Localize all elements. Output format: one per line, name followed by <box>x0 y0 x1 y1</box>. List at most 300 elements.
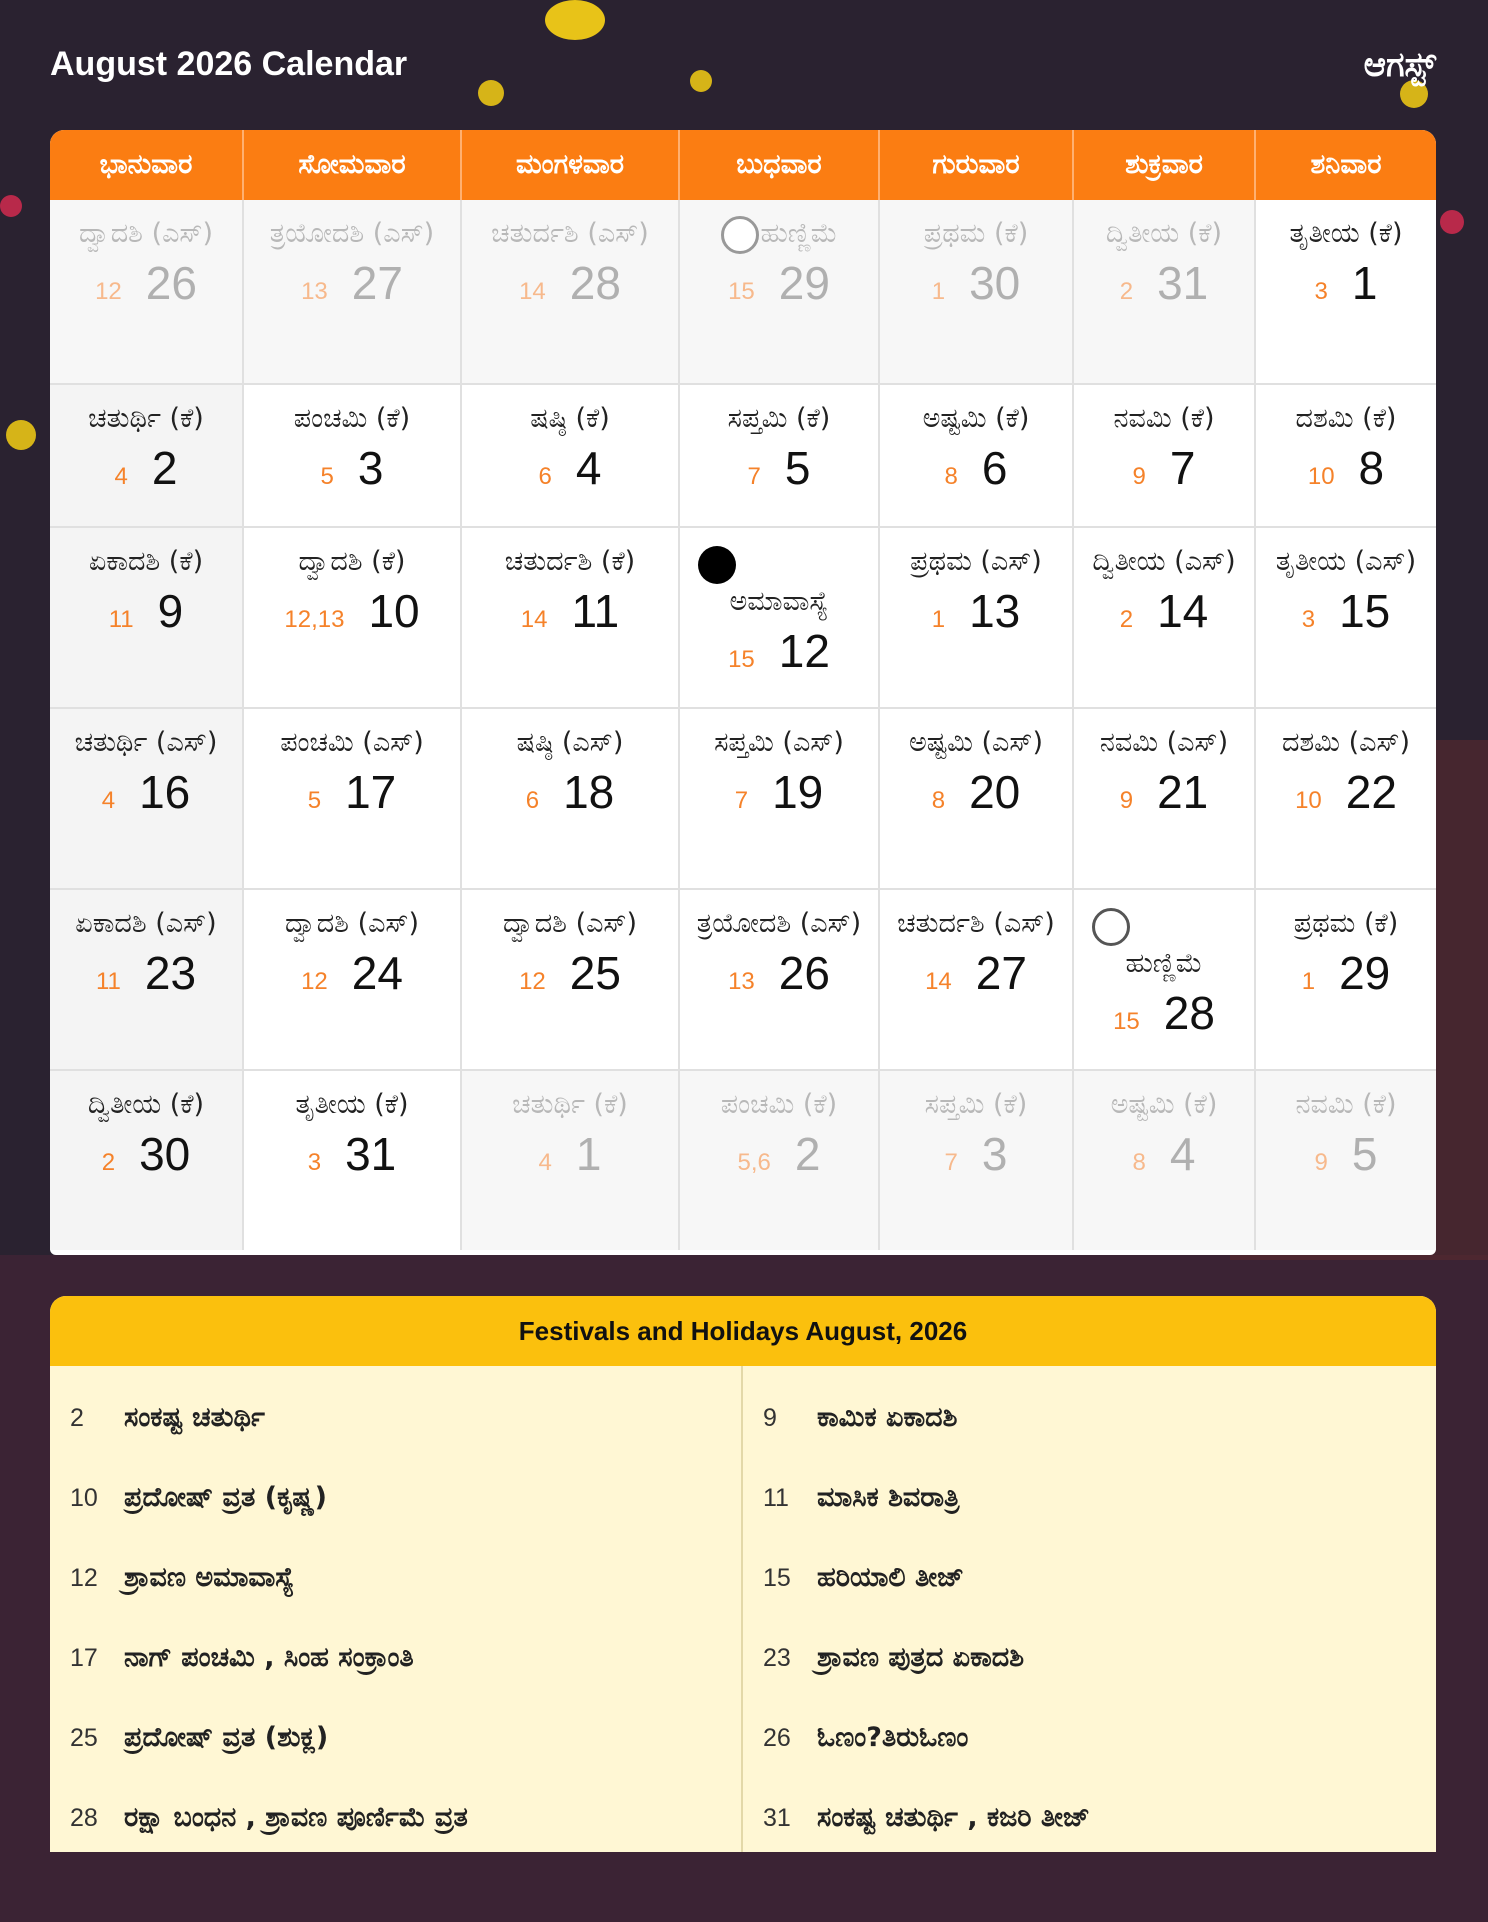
tithi-label <box>680 200 878 254</box>
date-line <box>880 256 1072 310</box>
date-line <box>1074 256 1254 310</box>
day-cell[interactable] <box>244 385 462 526</box>
lunar-day-number: 3 <box>307 1149 322 1176</box>
date-line <box>680 624 878 678</box>
festival-day: 9 <box>763 1403 777 1432</box>
date-line <box>1074 986 1254 1040</box>
date-line <box>1256 584 1436 638</box>
month-name-kannada: ಆಗಸ್ಟ್ <box>1363 45 1436 85</box>
lunar-day-number: 15 <box>1113 1008 1140 1035</box>
lunar-day-number: 13 <box>301 278 328 305</box>
festival-day: 25 <box>70 1723 98 1752</box>
tithi-text: ಷಷ್ಠಿ (ಕೆ) <box>530 403 610 434</box>
tithi-label <box>50 385 242 439</box>
lunar-day-number: 5 <box>320 463 334 490</box>
day-cell[interactable] <box>244 200 462 383</box>
tithi-text: ಪಂಚಮಿ (ಕೆ) <box>293 403 411 434</box>
day-cell[interactable] <box>1256 528 1436 707</box>
date-line <box>50 256 242 310</box>
tithi-text: ತೃತೀಯ (ಕೆ) <box>1289 218 1403 249</box>
tithi-label <box>1256 1071 1436 1125</box>
weekday-header: ಬುಧವಾರ <box>680 130 880 200</box>
date-line <box>50 765 242 819</box>
date-line <box>244 441 460 495</box>
day-cell[interactable] <box>1074 385 1256 526</box>
tithi-label <box>462 200 678 254</box>
festival-name: ನಾಗ್ ಪಂಚಮಿ , ಸಿಂಹ ಸಂಕ್ರಾಂತಿ <box>124 1642 414 1673</box>
festival-day: 12 <box>70 1563 98 1592</box>
day-cell[interactable] <box>1256 385 1436 526</box>
calendar-week-row <box>50 1069 1436 1250</box>
tithi-text: ದ್ವಿತೀಯ (ಕೆ) <box>87 1089 205 1120</box>
tithi-text: ಪ್ರಥಮ (ಕೆ) <box>923 218 1029 249</box>
festival-day: 2 <box>70 1403 84 1432</box>
tithi-label <box>880 200 1072 254</box>
lunar-day-number: 4 <box>101 787 116 814</box>
tithi-text: ದ್ವಿತೀಯ (ಎಸ್) <box>1092 546 1236 577</box>
lunar-day-number: 1 <box>1301 968 1316 995</box>
tithi-label <box>50 890 242 944</box>
date-line <box>1074 584 1254 638</box>
date-number: 14 <box>1157 585 1209 637</box>
festival-day: 10 <box>70 1483 98 1512</box>
day-cell[interactable] <box>880 385 1074 526</box>
day-cell[interactable] <box>680 890 880 1069</box>
festival-name: ಹರಿಯಾಲಿ ತೀಜ್ <box>817 1562 964 1593</box>
tithi-text: ತೃತೀಯ (ಎಸ್) <box>1275 546 1417 577</box>
tithi-text: ಏಕಾದಶಿ (ಕೆ) <box>88 546 204 577</box>
tithi-text: ತ್ರಯೋದಶಿ (ಎಸ್) <box>696 908 862 939</box>
festivals-right-column <box>743 1366 1436 1852</box>
lunar-day-number: 15 <box>728 278 755 305</box>
tithi-text: ನವಮಿ (ಎಸ್) <box>1099 727 1229 758</box>
tithi-label <box>244 385 460 439</box>
tithi-label <box>462 890 678 944</box>
lunar-day-number: 4 <box>114 463 128 490</box>
tithi-text: ದ್ವಾದಶಿ (ಎಸ್) <box>78 218 214 249</box>
tithi-text: ದ್ವಾದಶಿ (ಕೆ) <box>298 546 406 577</box>
date-line <box>244 765 460 819</box>
festival-day: 17 <box>70 1643 98 1672</box>
tithi-label <box>462 528 678 582</box>
tithi-label <box>244 709 460 763</box>
festival-name: ಪ್ರದೋಷ್ ವ್ರತ (ಕೃಷ್ಣ) <box>124 1482 327 1513</box>
date-number: 26 <box>145 257 197 309</box>
date-number: 25 <box>569 947 621 999</box>
lunar-day-number: 3 <box>1314 278 1328 305</box>
date-number: 5 <box>1351 1128 1378 1180</box>
festival-item <box>50 1778 741 1852</box>
day-cell[interactable] <box>880 709 1074 888</box>
date-line <box>462 765 678 819</box>
date-line <box>880 946 1072 1000</box>
calendar-week-row <box>50 707 1436 888</box>
date-number: 2 <box>794 1128 821 1180</box>
calendar-week-row <box>50 888 1436 1069</box>
date-line <box>50 1127 242 1181</box>
day-cell[interactable] <box>462 385 680 526</box>
tithi-text: ಸಪ್ತಮಿ (ಎಸ್) <box>714 727 844 758</box>
day-cell[interactable] <box>880 890 1074 1069</box>
tithi-label <box>1256 385 1436 439</box>
date-line <box>462 946 678 1000</box>
festivals-panel <box>50 1296 1436 1852</box>
weekday-header: ಶುಕ್ರವಾರ <box>1074 130 1256 200</box>
weekday-header: ಶನಿವಾರ <box>1310 149 1382 180</box>
date-line <box>1074 441 1254 495</box>
date-number: 29 <box>1339 947 1391 999</box>
tithi-text: ಪ್ರಥಮ (ಎಸ್) <box>910 546 1042 577</box>
date-line <box>680 765 878 819</box>
lunar-day-number: 14 <box>520 606 548 633</box>
calendar-weeks <box>50 200 1436 1250</box>
date-line <box>680 946 878 1000</box>
date-number: 9 <box>157 585 184 637</box>
date-number: 12 <box>778 625 830 677</box>
date-number: 17 <box>345 766 397 818</box>
date-line <box>462 584 678 638</box>
date-line <box>880 1127 1072 1181</box>
tithi-text: ನವಮಿ (ಕೆ) <box>1113 403 1215 434</box>
calendar-week-row <box>50 200 1436 383</box>
day-cell[interactable] <box>680 528 880 707</box>
lunar-day-number: 1 <box>931 278 946 305</box>
date-number: 29 <box>778 257 830 309</box>
date-number: 10 <box>368 585 420 637</box>
day-cell[interactable] <box>1256 709 1436 888</box>
lunar-day-number: 14 <box>519 278 546 305</box>
tithi-text: ದಶಮಿ (ಎಸ್) <box>1281 727 1411 758</box>
weekday-header: ಮಂಗಳವಾರ <box>462 130 680 200</box>
tithi-text: ತ್ರಯೋದಶಿ (ಎಸ್) <box>269 218 435 249</box>
date-line <box>462 256 678 310</box>
tithi-text: ದ್ವಾದಶಿ (ಎಸ್) <box>502 908 638 939</box>
date-line <box>680 1127 878 1181</box>
tithi-text: ಚತುರ್ಥಿ (ಎಸ್) <box>74 727 218 758</box>
date-line <box>462 1127 678 1181</box>
tithi-label <box>1256 528 1436 582</box>
date-number: 19 <box>772 766 824 818</box>
festival-name: ಮಾಸಿಕ ಶಿವರಾತ್ರಿ <box>817 1482 960 1513</box>
date-line <box>1074 1127 1254 1181</box>
tithi-text: ಹುಣ್ಣಿಮೆ <box>1125 948 1203 979</box>
date-line <box>462 441 678 495</box>
festival-name: ಕಾಮಿಕ ಏಕಾದಶಿ <box>817 1402 958 1433</box>
day-cell[interactable] <box>880 528 1074 707</box>
lunar-day-number: 3 <box>1301 606 1316 633</box>
tithi-label <box>880 1071 1072 1125</box>
tithi-label <box>680 1071 878 1125</box>
festival-item <box>50 1538 741 1618</box>
festival-day: 31 <box>763 1803 791 1832</box>
tithi-label <box>1256 200 1436 254</box>
date-line <box>880 765 1072 819</box>
day-cell[interactable] <box>1256 890 1436 1069</box>
weekday-header-row <box>50 130 1436 200</box>
tithi-label <box>50 528 242 582</box>
festival-day: 26 <box>763 1723 791 1752</box>
tithi-label <box>1074 200 1254 254</box>
date-number: 22 <box>1345 766 1397 818</box>
day-cell[interactable] <box>462 1071 680 1250</box>
festival-day: 11 <box>763 1483 789 1512</box>
festival-item <box>50 1698 741 1778</box>
day-cell[interactable] <box>462 200 680 383</box>
tithi-label <box>462 1071 678 1125</box>
day-cell[interactable] <box>462 709 680 888</box>
tithi-text: ಅಷ್ಟಮಿ (ಕೆ) <box>1110 1089 1218 1120</box>
tithi-label <box>880 709 1072 763</box>
tithi-text: ಚತುರ್ದಶಿ (ಕೆ) <box>504 546 636 577</box>
day-cell[interactable] <box>244 1071 462 1250</box>
day-cell[interactable] <box>462 890 680 1069</box>
calendar-week-row <box>50 383 1436 526</box>
day-cell[interactable] <box>244 890 462 1069</box>
festival-name: ಪ್ರದೋಷ್ ವ್ರತ (ಶುಕ್ಲ) <box>124 1722 329 1753</box>
day-cell[interactable] <box>50 385 244 526</box>
date-line <box>244 1127 460 1181</box>
date-number: 1 <box>575 1128 602 1180</box>
date-line <box>50 584 242 638</box>
date-number: 27 <box>975 947 1027 999</box>
date-number: 30 <box>969 257 1021 309</box>
date-line <box>1256 1127 1436 1181</box>
festival-item <box>743 1778 1436 1852</box>
tithi-label <box>880 385 1072 439</box>
lunar-day-number: 9 <box>1132 463 1146 490</box>
lunar-day-number: 2 <box>1119 606 1134 633</box>
festival-item <box>743 1458 1436 1538</box>
lunar-day-number: 11 <box>95 968 121 995</box>
tithi-text: ಹುಣ್ಣಿಮೆ <box>760 218 838 249</box>
day-cell[interactable] <box>50 709 244 888</box>
day-cell[interactable] <box>1074 528 1256 707</box>
festival-item <box>50 1618 741 1698</box>
date-number: 13 <box>969 585 1021 637</box>
day-cell[interactable] <box>1074 890 1256 1069</box>
tithi-label <box>1074 385 1254 439</box>
date-number: 2 <box>151 442 178 494</box>
tithi-label <box>1074 709 1254 763</box>
festival-name: ಸಂಕಷ್ಟ ಚತುರ್ಥಿ <box>124 1402 265 1433</box>
festival-day: 28 <box>70 1803 98 1832</box>
lunar-day-number: 6 <box>525 787 540 814</box>
page-title: August 2026 Calendar <box>50 45 408 83</box>
date-number: 6 <box>981 442 1008 494</box>
lunar-day-number: 10 <box>1295 787 1322 814</box>
tithi-text: ಚತುರ್ಥಿ (ಕೆ) <box>88 403 204 434</box>
lunar-day-number: 7 <box>747 463 761 490</box>
date-number: 5 <box>784 442 811 494</box>
festival-name: ಓಣಂ?ತಿರುಓಣಂ <box>817 1722 969 1753</box>
date-number: 28 <box>569 257 621 309</box>
full-moon-icon <box>721 216 759 254</box>
lunar-day-number: 8 <box>931 787 946 814</box>
lunar-day-number: 12 <box>95 278 122 305</box>
lunar-day-number: 10 <box>1307 463 1335 490</box>
day-cell[interactable] <box>1256 200 1436 383</box>
tithi-label <box>680 385 878 439</box>
day-cell[interactable] <box>50 1071 244 1250</box>
day-cell[interactable] <box>880 200 1074 383</box>
date-number: 30 <box>139 1128 191 1180</box>
weekday-header: ಗುರುವಾರ <box>880 130 1074 200</box>
tithi-text: ಪ್ರಥಮ (ಕೆ) <box>1293 908 1399 939</box>
day-cell[interactable] <box>880 1071 1074 1250</box>
date-number: 18 <box>563 766 615 818</box>
tithi-text: ಪಂಚಮಿ (ಎಸ್) <box>280 727 424 758</box>
day-cell[interactable] <box>1074 709 1256 888</box>
lunar-day-number: 11 <box>108 606 134 633</box>
tithi-label <box>680 709 878 763</box>
tithi-label <box>50 200 242 254</box>
date-line <box>680 441 878 495</box>
lunar-day-number: 9 <box>1314 1149 1328 1176</box>
date-line <box>680 256 878 310</box>
date-number: 24 <box>351 947 403 999</box>
date-number: 11 <box>571 585 620 637</box>
tithi-label <box>244 200 460 254</box>
date-number: 26 <box>778 947 830 999</box>
tithi-text: ಅಷ್ಟಮಿ (ಕೆ) <box>922 403 1030 434</box>
tithi-label <box>880 890 1072 944</box>
lunar-day-number: 8 <box>1132 1149 1146 1176</box>
calendar-grid <box>50 130 1436 1255</box>
lunar-day-number: 8 <box>944 463 958 490</box>
tithi-text: ದ್ವಿತೀಯ (ಕೆ) <box>1105 218 1223 249</box>
lunar-day-number: 2 <box>101 1149 116 1176</box>
tithi-text: ಅಷ್ಟಮಿ (ಎಸ್) <box>909 727 1043 758</box>
day-cell[interactable] <box>50 528 244 707</box>
tithi-label <box>1256 709 1436 763</box>
date-line <box>244 946 460 1000</box>
lunar-day-number: 5,6 <box>737 1149 771 1176</box>
tithi-label <box>1074 1071 1254 1125</box>
tithi-text: ತೃತೀಯ (ಕೆ) <box>295 1089 409 1120</box>
date-line <box>880 584 1072 638</box>
new-moon-icon <box>698 546 736 584</box>
weekday-header: ಭಾನುವಾರ <box>50 130 244 200</box>
tithi-text: ಪಂಚಮಿ (ಕೆ) <box>720 1089 838 1120</box>
tithi-label <box>50 709 242 763</box>
tithi-label <box>880 528 1072 582</box>
date-number: 3 <box>357 442 384 494</box>
festival-name: ಶ್ರಾವಣ ಅಮಾವಾಸ್ಯೆ <box>124 1562 295 1593</box>
calendar-week-row <box>50 526 1436 707</box>
tithi-text: ಷಷ್ಠಿ (ಎಸ್) <box>516 727 624 758</box>
lunar-day-number: 5 <box>307 787 322 814</box>
date-number: 20 <box>969 766 1021 818</box>
tithi-text: ಚತುರ್ದಶಿ (ಎಸ್) <box>491 218 649 249</box>
tithi-label <box>1256 890 1436 944</box>
weekday-header: ಸೋಮವಾರ <box>244 130 462 200</box>
day-cell[interactable] <box>1074 200 1256 383</box>
lunar-day-number: 12 <box>519 968 546 995</box>
date-number: 16 <box>139 766 191 818</box>
date-line <box>50 946 242 1000</box>
lunar-day-number: 7 <box>944 1149 958 1176</box>
date-number: 27 <box>351 257 403 309</box>
lunar-day-number: 13 <box>728 968 755 995</box>
lunar-day-number: 2 <box>1119 278 1134 305</box>
festival-name: ರಕ್ಷಾ ಬಂಧನ , ಶ್ರಾವಣ ಪೂರ್ಣಿಮೆ ವ್ರತ <box>124 1802 468 1833</box>
festival-day: 15 <box>763 1563 791 1592</box>
date-number: 8 <box>1358 442 1385 494</box>
tithi-label <box>680 890 878 944</box>
tithi-label <box>244 1071 460 1125</box>
tithi-text: ದ್ವಾದಶಿ (ಎಸ್) <box>284 908 420 939</box>
day-cell[interactable] <box>244 709 462 888</box>
day-cell[interactable] <box>680 385 880 526</box>
date-line <box>244 256 460 310</box>
date-line <box>244 584 460 638</box>
tithi-text: ಚತುರ್ದಶಿ (ಎಸ್) <box>897 908 1055 939</box>
day-cell[interactable] <box>680 709 880 888</box>
tithi-text: ಅಮಾವಾಸ್ಯೆ <box>729 586 829 617</box>
date-number: 4 <box>1169 1128 1196 1180</box>
date-line <box>50 441 242 495</box>
festival-item <box>743 1698 1436 1778</box>
lunar-day-number: 14 <box>925 968 952 995</box>
day-cell[interactable] <box>50 890 244 1069</box>
lunar-day-number: 4 <box>538 1149 552 1176</box>
date-line <box>1256 946 1436 1000</box>
lunar-day-number: 12 <box>301 968 328 995</box>
day-cell[interactable] <box>680 1071 880 1250</box>
date-number: 1 <box>1351 257 1378 309</box>
lunar-day-number: 1 <box>931 606 946 633</box>
date-number: 15 <box>1339 585 1391 637</box>
lunar-day-number: 7 <box>734 787 749 814</box>
tithi-label <box>50 1071 242 1125</box>
day-cell[interactable] <box>680 200 880 383</box>
tithi-label <box>244 528 460 582</box>
day-cell[interactable] <box>244 528 462 707</box>
date-line <box>1256 441 1436 495</box>
date-line <box>880 441 1072 495</box>
full-moon-icon <box>1092 908 1130 946</box>
lunar-day-number: 6 <box>538 463 552 490</box>
tithi-text: ಚತುರ್ಥಿ (ಕೆ) <box>512 1089 628 1120</box>
day-cell[interactable] <box>50 200 244 383</box>
festival-name: ಶ್ರಾವಣ ಪುತ್ರದ ಏಕಾದಶಿ <box>817 1642 1024 1673</box>
tithi-text: ಸಪ್ತಮಿ (ಕೆ) <box>924 1089 1028 1120</box>
date-number: 31 <box>345 1128 397 1180</box>
tithi-label <box>462 385 678 439</box>
page-header <box>50 45 1436 95</box>
date-number: 3 <box>981 1128 1008 1180</box>
festival-item <box>743 1538 1436 1618</box>
day-cell[interactable] <box>462 528 680 707</box>
date-number: 4 <box>575 442 602 494</box>
date-line <box>1256 256 1436 310</box>
tithi-text: ಸಪ್ತಮಿ (ಕೆ) <box>727 403 831 434</box>
festivals-body <box>50 1366 1436 1852</box>
tithi-text: ನವಮಿ (ಕೆ) <box>1295 1089 1397 1120</box>
festival-item <box>50 1458 741 1538</box>
tithi-text: ಏಕಾದಶಿ (ಎಸ್) <box>75 908 217 939</box>
festival-item <box>743 1618 1436 1698</box>
lunar-day-number: 9 <box>1119 787 1134 814</box>
festivals-heading: Festivals and Holidays August, 2026 <box>50 1296 1436 1366</box>
date-line <box>1074 765 1254 819</box>
date-number: 23 <box>144 947 197 999</box>
tithi-text: ದಶಮಿ (ಕೆ) <box>1295 403 1397 434</box>
day-cell[interactable] <box>1074 1071 1256 1250</box>
day-cell[interactable] <box>1256 1071 1436 1250</box>
festivals-left-column <box>50 1366 743 1852</box>
festival-item <box>743 1378 1436 1458</box>
